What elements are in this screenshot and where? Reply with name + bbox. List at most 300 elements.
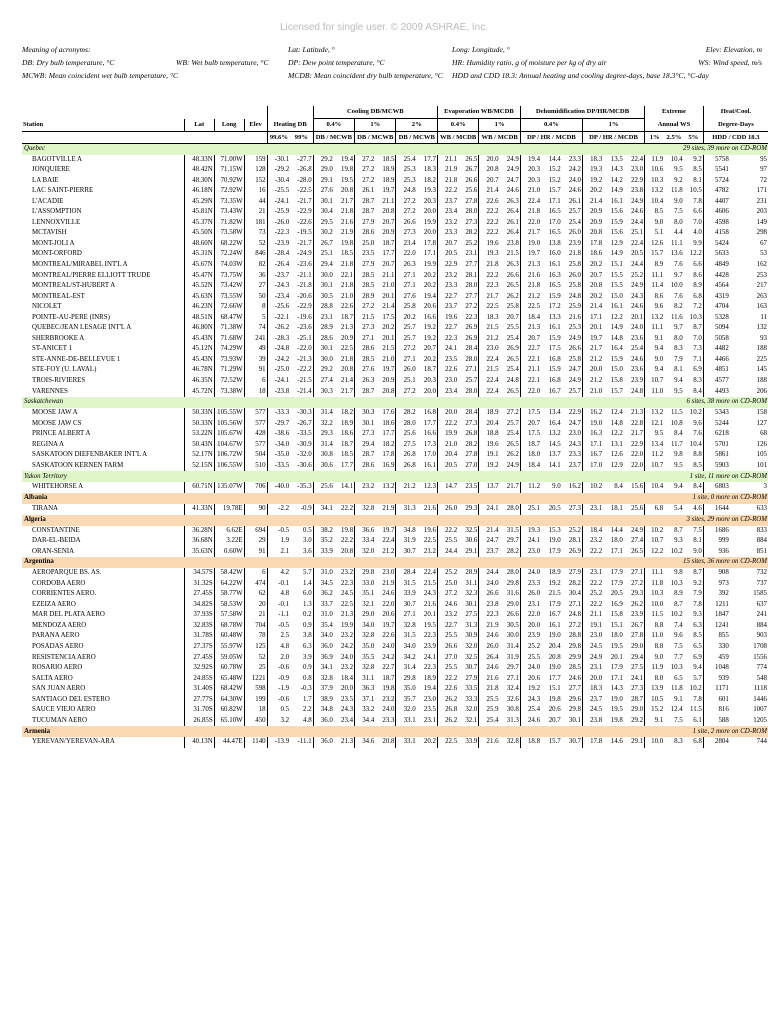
table-cell: 9.5 xyxy=(645,429,665,440)
table-cell: 25.5 xyxy=(520,653,541,664)
table-cell: 24.1 xyxy=(631,674,644,682)
table-cell: 21.5 xyxy=(355,313,376,324)
table-cell: 36.2 xyxy=(313,589,334,600)
header-station: Station xyxy=(23,120,44,128)
table-cell: -32.0 xyxy=(297,451,312,459)
table-cell: 22.2 xyxy=(582,579,603,590)
table-cell: 19.7 xyxy=(382,621,395,629)
table-cell: 19.0 xyxy=(548,632,561,640)
table-cell: 45.67N xyxy=(184,260,214,271)
table-cell: 15.5 xyxy=(610,271,623,279)
table-cell: 29.6 xyxy=(568,695,581,703)
table-cell: 22.2 xyxy=(437,419,458,430)
table-cell: 72.66W xyxy=(214,302,244,313)
table-cell: 57.58W xyxy=(214,610,244,621)
legend-mcwb: MCWB: Mean coincident wet bulb temperature, °C xyxy=(22,71,179,80)
table-cell: 12.9 xyxy=(610,239,623,247)
table-cell: 19.9 xyxy=(423,218,436,226)
table-cell: 23.2 xyxy=(582,536,603,547)
table-cell: 21 xyxy=(244,207,267,218)
table-cell: -25.6 xyxy=(267,302,290,313)
table-cell: 9.2 xyxy=(693,155,702,163)
table-cell: 24.85S xyxy=(184,674,214,685)
table-cell: 27.2 xyxy=(355,302,376,313)
table-cell: 25.7 xyxy=(568,387,581,395)
table-cell: 72.92W xyxy=(214,186,244,197)
table-row xyxy=(22,334,768,345)
table-cell: 33.3 xyxy=(465,695,478,703)
table-cell: 21.4 xyxy=(582,197,603,208)
table-cell: 8.1 xyxy=(674,366,683,374)
table-cell: 21.9 xyxy=(437,165,458,176)
table-cell: 72.52W xyxy=(214,376,244,387)
table-cell: 8.4 xyxy=(674,430,683,438)
table-cell: 24.9 xyxy=(582,653,603,664)
table-cell: 10.2 xyxy=(670,547,683,555)
table-row xyxy=(22,737,768,748)
table-cell: 21.3 xyxy=(341,324,354,332)
table-cell: 19.5 xyxy=(423,621,436,629)
table-cell: 27.2 xyxy=(396,387,417,398)
table-cell: 20.8 xyxy=(479,165,500,176)
table-cell: -29.2 xyxy=(267,165,290,176)
table-cell: -0.6 xyxy=(267,663,290,674)
table-cell: 26.0 xyxy=(437,504,458,515)
table-cell: 25.2 xyxy=(582,589,603,600)
table-cell: 9.6 xyxy=(645,302,665,313)
table-cell: -23.7 xyxy=(267,271,290,282)
table-cell: 24.3 xyxy=(568,440,581,448)
table-cell: 14.8 xyxy=(610,419,623,427)
table-cell: 16.0 xyxy=(548,250,561,258)
table-cell: 27.5 xyxy=(396,440,417,451)
table-cell: 74.29W xyxy=(214,344,244,355)
table-cell: 74 xyxy=(244,323,267,334)
table-cell: 52.17N xyxy=(184,450,214,461)
table-cell: 25.5 xyxy=(437,631,458,642)
table-cell: 474 xyxy=(244,579,267,590)
table-row xyxy=(22,568,768,579)
table-cell: 15.7 xyxy=(610,387,623,395)
table-cell: 3.22E xyxy=(214,536,244,547)
table-cell: 26.0 xyxy=(396,365,417,376)
table-cell: 15.2 xyxy=(645,705,665,716)
table-cell: 29.5 xyxy=(313,218,334,229)
table-cell: 19.2 xyxy=(582,176,603,187)
table-cell: 10.4 xyxy=(645,482,665,493)
table-row xyxy=(22,684,768,695)
table-cell: 16.1 xyxy=(610,303,623,311)
table-cell: 13.8 xyxy=(548,239,561,247)
table-cell: 26.85S xyxy=(184,716,214,727)
table-cell: 34.5 xyxy=(313,579,334,590)
table-cell: 25.1 xyxy=(313,249,334,260)
table-cell: 23.2 xyxy=(437,218,458,229)
table-cell: 20.5 xyxy=(437,461,458,472)
table-cell: 16.1 xyxy=(548,261,561,269)
table-cell: 8.1 xyxy=(693,537,702,545)
table-cell: 25.8 xyxy=(568,355,581,363)
table-cell: 217 xyxy=(756,282,767,290)
table-cell: 19.2 xyxy=(423,324,436,332)
table-cell: 22.1 xyxy=(520,355,541,366)
table-cell: 25.2 xyxy=(520,642,541,653)
table-cell: 3.8 xyxy=(303,632,312,640)
table-cell: 72 xyxy=(760,176,767,184)
table-cell: 24.7 xyxy=(568,366,581,374)
table-cell: 34.4 xyxy=(355,716,376,727)
table-cell: 73.58W xyxy=(214,228,244,239)
table-cell: 21.1 xyxy=(382,197,395,205)
table-cell: 82 xyxy=(244,260,267,271)
table-cell: 23.0 xyxy=(423,695,436,703)
table-cell: 16.1 xyxy=(610,197,623,205)
table-cell: 20.8 xyxy=(582,228,603,239)
table-cell: 20.9 xyxy=(382,377,395,385)
table-cell: 10.0 xyxy=(670,282,683,290)
table-row xyxy=(22,207,768,218)
table-cell: 73.42W xyxy=(214,281,244,292)
table-cell: 20.6 xyxy=(423,303,436,311)
table-cell: 1847 xyxy=(703,610,729,621)
table-cell: 459 xyxy=(703,653,729,664)
table-cell: 21.6 xyxy=(341,218,354,226)
table-cell: 162 xyxy=(756,261,767,269)
table-cell: 22.3 xyxy=(423,664,436,672)
table-cell: 2804 xyxy=(703,737,729,748)
table-cell: 19.3 xyxy=(479,249,500,260)
table-cell: 21.4 xyxy=(582,302,603,313)
table-cell: 104.67W xyxy=(214,440,244,451)
header-long: Long xyxy=(214,119,244,132)
table-cell: 8.4 xyxy=(614,483,623,491)
table-cell: -21.3 xyxy=(297,355,312,363)
table-cell: 21.6 xyxy=(423,600,436,608)
table-cell: 23.3 xyxy=(382,716,395,724)
table-cell: 24.2 xyxy=(382,653,395,661)
table-cell: 20.3 xyxy=(423,377,436,385)
table-cell: 71.00W xyxy=(214,155,244,166)
table-cell: 21.1 xyxy=(520,365,541,376)
header-heating-99: 99% xyxy=(290,132,313,144)
table-cell: 58.42W xyxy=(214,568,244,579)
header-cooling-1: 1% xyxy=(355,119,396,132)
table-cell: 30.1 xyxy=(355,419,376,430)
table-cell: 15.2 xyxy=(548,166,561,174)
table-cell: 29 xyxy=(244,536,267,547)
table-cell: 17.0 xyxy=(548,218,561,226)
table-cell: 28.9 xyxy=(465,569,478,577)
table-cell: 20.8 xyxy=(382,738,395,746)
table-cell: 33.9 xyxy=(465,738,478,746)
table-cell: 9.1 xyxy=(674,695,683,703)
table-cell: 35.5 xyxy=(355,653,376,664)
table-cell: 30.7 xyxy=(465,664,478,672)
table-cell: 27.1 xyxy=(355,334,376,345)
table-cell: 11.6 xyxy=(670,313,683,321)
table-cell: 11.5 xyxy=(690,706,702,714)
table-cell: 30.0 xyxy=(506,632,519,640)
table-cell: 24.0 xyxy=(382,706,395,714)
table-cell: 33.2 xyxy=(355,705,376,716)
table-cell: 53 xyxy=(760,250,767,258)
table-cell: 25.0 xyxy=(437,579,458,590)
table-cell: 7.8 xyxy=(693,197,702,205)
table-cell: 8.5 xyxy=(693,461,702,469)
site-count-note: 6 sites, 38 more on CD-ROM xyxy=(267,397,768,408)
table-cell: 159 xyxy=(244,155,267,166)
table-cell: 23.6 xyxy=(631,366,644,374)
design-conditions-table xyxy=(22,106,768,748)
table-cell: 13.2 xyxy=(645,408,665,419)
table-cell: 30.3 xyxy=(355,408,376,419)
table-cell: 10.2 xyxy=(645,526,665,537)
table-cell: 52 xyxy=(244,653,267,664)
table-cell: 19.8 xyxy=(610,716,623,724)
table-cell: 22.4 xyxy=(382,537,395,545)
table-cell: -30.1 xyxy=(267,155,290,166)
table-row xyxy=(22,589,768,600)
table-cell: 34.0 xyxy=(313,631,334,642)
station-name: CORDOBA AERO xyxy=(32,579,86,587)
table-cell: 22.5 xyxy=(341,600,354,608)
station-name: MOOSE JAW A xyxy=(32,409,78,417)
table-cell: 27.2 xyxy=(396,207,417,218)
table-cell: 19.9 xyxy=(341,621,354,629)
table-cell: 26.9 xyxy=(568,547,581,555)
table-cell: 20.0 xyxy=(582,365,603,376)
table-cell: 7.4 xyxy=(674,621,683,629)
table-cell: 29.4 xyxy=(313,260,334,271)
table-cell: -22.3 xyxy=(267,228,290,239)
table-cell: 21.1 xyxy=(582,610,603,621)
table-cell: 90 xyxy=(244,504,267,515)
table-cell: 48.60N xyxy=(184,239,214,250)
table-cell: 58.77W xyxy=(214,589,244,600)
station-name: AEROPARQUE BS. AS. xyxy=(32,569,102,577)
table-cell: 22.5 xyxy=(520,302,541,313)
table-cell: 21.0 xyxy=(582,387,603,398)
header-elev: Elev xyxy=(244,119,267,132)
table-cell: 577 xyxy=(244,419,267,430)
table-cell: -22.2 xyxy=(297,366,312,374)
table-cell: 24.6 xyxy=(479,663,500,674)
site-count-note: 1 site, 0 more on CD-ROM xyxy=(267,493,768,504)
table-cell: 30.4 xyxy=(313,207,334,218)
table-cell: 32.8 xyxy=(396,621,417,632)
station-name: SALTA AERO xyxy=(32,674,73,682)
table-cell: 48.33N xyxy=(184,155,214,166)
table-cell: 23.5 xyxy=(423,706,436,714)
table-cell: 16.2 xyxy=(568,483,581,491)
table-cell: 33.9 xyxy=(396,589,417,600)
table-cell: 24.9 xyxy=(506,155,519,163)
table-cell: 8.8 xyxy=(693,451,702,459)
table-cell: 7.6 xyxy=(674,292,683,300)
table-cell: -1.1 xyxy=(267,610,290,621)
table-cell: 24.0 xyxy=(568,176,581,184)
table-cell: 23.5 xyxy=(341,695,354,703)
table-cell: 30.1 xyxy=(568,716,581,724)
table-cell: 20.1 xyxy=(423,611,436,619)
table-cell: 25.5 xyxy=(506,324,519,332)
table-cell: 588 xyxy=(703,716,729,727)
table-cell: 27.3 xyxy=(465,419,478,427)
table-cell: 23.4 xyxy=(396,239,417,250)
table-cell: 28.2 xyxy=(396,408,417,419)
table-cell: 26.3 xyxy=(506,197,519,205)
table-cell: 31.6 xyxy=(506,590,519,598)
table-cell: 17.9 xyxy=(610,664,623,672)
table-cell: 22.2 xyxy=(437,186,458,197)
table-cell: -23.6 xyxy=(297,261,312,269)
table-cell: 12.4 xyxy=(610,409,623,417)
table-cell: 20.7 xyxy=(437,239,458,250)
table-cell: 16.9 xyxy=(382,461,395,469)
table-cell: 29.2 xyxy=(313,365,334,376)
table-cell: 27.9 xyxy=(355,260,376,271)
country-header-row xyxy=(22,493,768,504)
table-cell: -30.3 xyxy=(297,409,312,417)
table-cell: 37.93S xyxy=(184,610,214,621)
table-cell: 48.42N xyxy=(184,165,214,176)
table-cell: 25.7 xyxy=(465,377,478,385)
table-cell: 32.0 xyxy=(465,642,478,650)
table-cell: 30.1 xyxy=(313,344,334,355)
table-cell: 939 xyxy=(703,674,729,685)
table-cell: 16.3 xyxy=(548,271,561,279)
table-cell: 15.8 xyxy=(610,611,623,619)
table-cell: 7.5 xyxy=(674,208,683,216)
table-cell: 25.7 xyxy=(506,419,519,427)
table-cell: 19.78E xyxy=(214,504,244,515)
table-cell: 28.0 xyxy=(506,504,519,512)
table-cell: 22.4 xyxy=(423,569,436,577)
station-name: JONQUIERE xyxy=(32,166,70,174)
table-cell: 21.8 xyxy=(520,281,541,292)
table-cell: 18.9 xyxy=(423,674,436,682)
table-cell: 21.4 xyxy=(479,186,500,197)
table-cell: 20.2 xyxy=(582,260,603,271)
table-cell: 68.78W xyxy=(214,621,244,632)
table-cell: 4428 xyxy=(703,271,729,282)
table-cell: 27.1 xyxy=(396,281,417,292)
table-cell: 20.2 xyxy=(423,282,436,290)
station-name: ORAN-SENIA xyxy=(32,547,75,555)
table-cell: 20.2 xyxy=(396,313,417,324)
table-cell: 9.8 xyxy=(674,569,683,577)
table-cell: 23.2 xyxy=(437,610,458,621)
table-cell: 20.1 xyxy=(382,334,395,342)
table-cell: 21.9 xyxy=(382,579,395,587)
table-cell: 25.8 xyxy=(396,302,417,313)
table-cell: 105.55W xyxy=(214,408,244,419)
header-dphrmcdb-04: DP / HR / MCDB xyxy=(520,132,582,144)
table-cell: 26.2 xyxy=(631,600,644,608)
table-cell: 28.1 xyxy=(568,537,581,545)
table-cell: 26.5 xyxy=(506,387,519,395)
table-cell: 21.6 xyxy=(423,504,436,512)
table-cell: 10.4 xyxy=(670,155,683,163)
table-cell: 30.2 xyxy=(313,228,334,239)
table-cell: 49 xyxy=(244,344,267,355)
table-cell: 25.2 xyxy=(568,526,581,534)
table-cell: 23.7 xyxy=(437,302,458,313)
table-cell: 36 xyxy=(244,271,267,282)
table-cell: 27.1 xyxy=(631,569,644,577)
table-cell: 18.7 xyxy=(423,366,436,374)
table-cell: 30.7 xyxy=(396,547,417,558)
table-cell: 21.7 xyxy=(341,197,354,205)
table-cell: 16.8 xyxy=(548,355,561,363)
table-cell: -11.1 xyxy=(297,738,312,746)
table-cell: 32.3 xyxy=(465,590,478,598)
table-cell: 24.1 xyxy=(520,536,541,547)
table-cell: 60.48W xyxy=(214,631,244,642)
table-cell: -21.7 xyxy=(297,197,312,205)
table-cell: 27.0 xyxy=(437,653,458,664)
table-cell: 27.2 xyxy=(396,197,417,208)
table-cell: -23.4 xyxy=(267,292,290,303)
table-cell: 27.37S xyxy=(184,642,214,653)
table-cell: 6218 xyxy=(703,429,729,440)
table-cell: 3.0 xyxy=(303,537,312,545)
table-cell: 106.55W xyxy=(214,461,244,472)
table-cell: 774 xyxy=(756,664,767,672)
table-cell: 8.9 xyxy=(645,260,665,271)
table-cell: 45.37N xyxy=(184,218,214,229)
station-name: CORRIENTES AERO. xyxy=(32,590,97,598)
station-name: DAR-EL-BEIDA xyxy=(32,537,81,545)
table-cell: 14.3 xyxy=(610,685,623,693)
table-cell: 31.9 xyxy=(506,653,519,661)
table-cell: 7.2 xyxy=(693,303,702,311)
table-cell: -19.5 xyxy=(297,229,312,237)
table-cell: 23.9 xyxy=(568,239,581,247)
table-cell: 8.3 xyxy=(674,345,683,353)
table-cell: 22.3 xyxy=(465,313,478,321)
table-cell: 9.4 xyxy=(645,365,665,376)
table-cell: 16.5 xyxy=(548,282,561,290)
table-cell: 23.0 xyxy=(568,430,581,438)
table-cell: 32.0 xyxy=(355,547,376,558)
table-cell: 0.60W xyxy=(214,547,244,558)
table-cell: -22.9 xyxy=(297,303,312,311)
table-cell: 28.7 xyxy=(631,695,644,703)
station-name: PARANA AERO xyxy=(32,632,80,640)
header-cooling: Cooling DB/MCWB xyxy=(313,106,437,119)
table-cell: -19.6 xyxy=(297,313,312,321)
table-cell: 27.6 xyxy=(313,186,334,197)
table-cell: 26.7 xyxy=(631,621,644,629)
table-cell: 25.4 xyxy=(568,218,581,226)
table-cell: 24.5 xyxy=(582,705,603,716)
table-cell: 15.7 xyxy=(645,249,665,260)
header-ws-5: 5% xyxy=(684,132,704,144)
table-cell: 8.1 xyxy=(693,176,702,184)
table-cell: 23.1 xyxy=(423,716,436,724)
table-cell: 24.9 xyxy=(631,526,644,534)
station-name: TROIS-RIVIERES xyxy=(32,377,86,385)
table-cell: 14.5 xyxy=(548,440,561,448)
table-cell: 28.6 xyxy=(313,334,334,345)
table-cell: 577 xyxy=(244,440,267,451)
table-cell: 36.6 xyxy=(355,526,376,537)
table-cell: 30.9 xyxy=(465,632,478,640)
table-cell: 171 xyxy=(756,187,767,195)
table-cell: 30.0 xyxy=(313,355,334,366)
table-cell: 19.2 xyxy=(423,334,436,342)
